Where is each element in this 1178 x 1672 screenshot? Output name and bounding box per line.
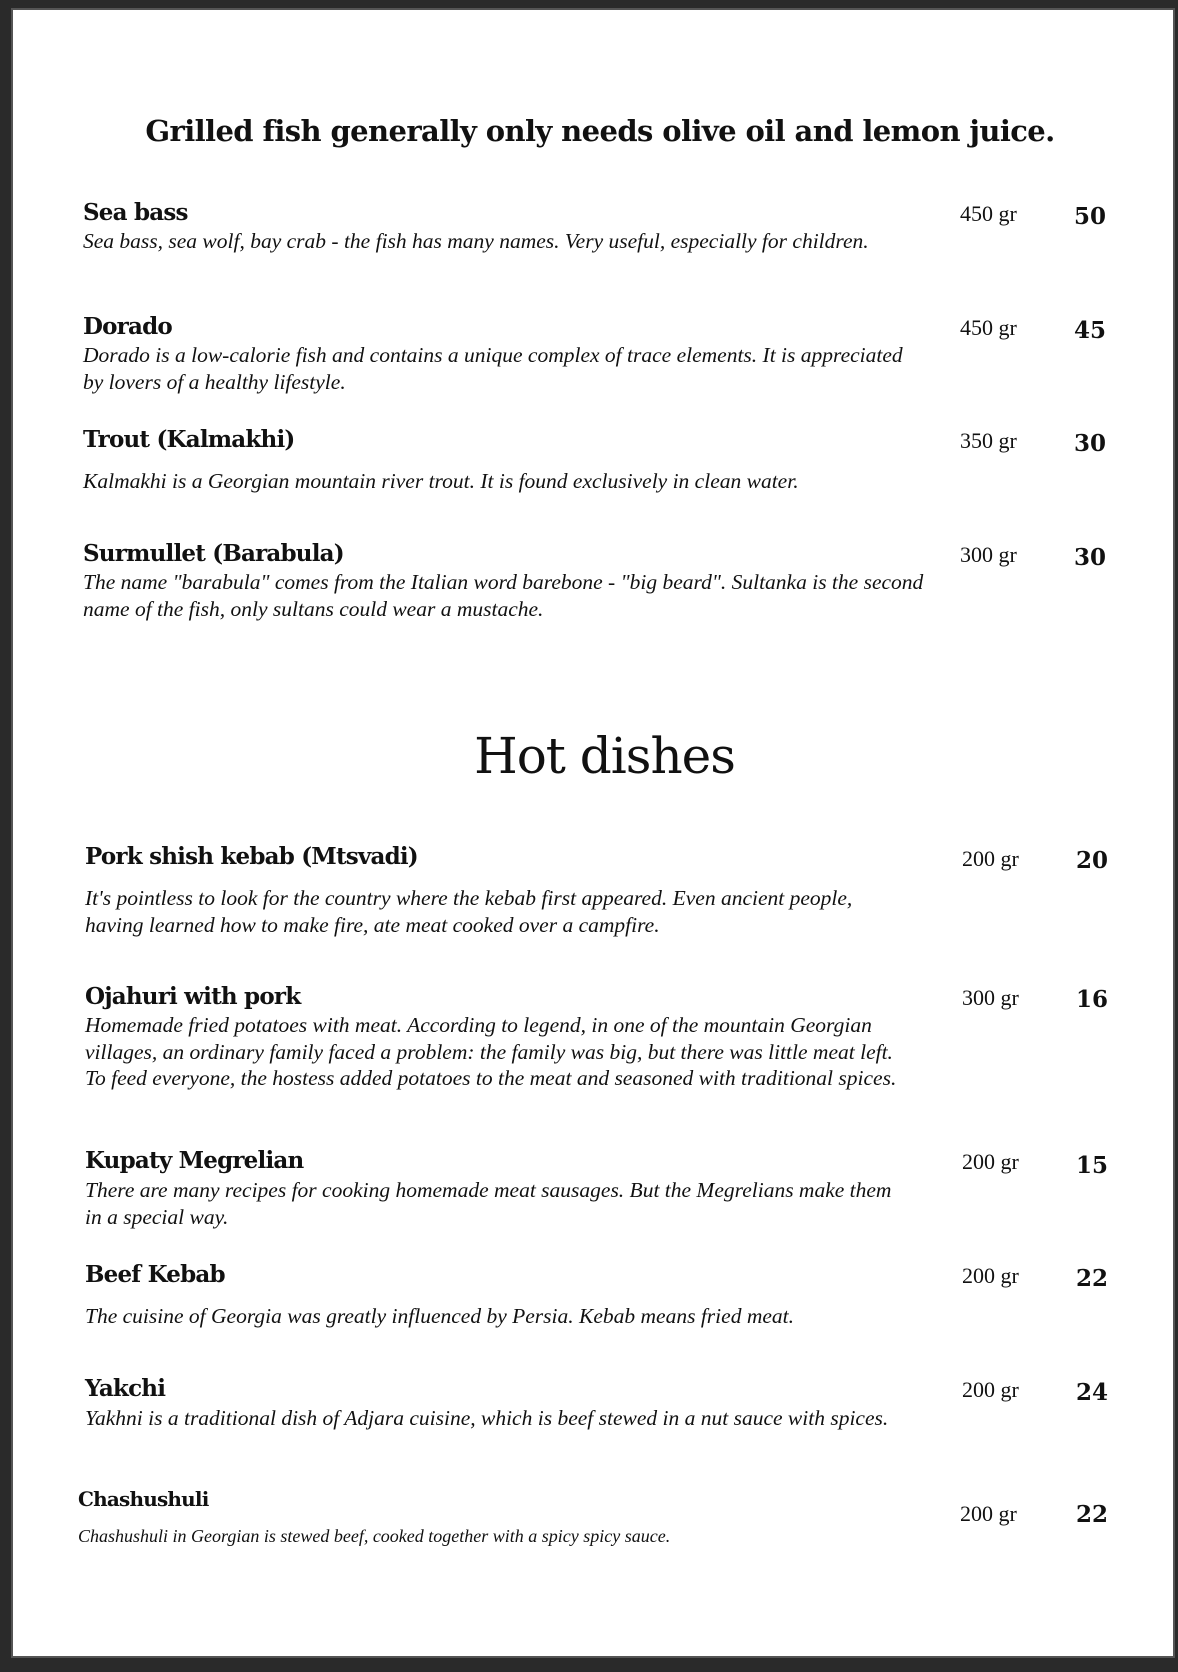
- menu-item-description: The name "barabula" comes from the Italian word barebone - "big beard". Sultanka is the second name of the fish, only sultans could wear a mustache.: [83, 570, 924, 621]
- menu-item-name: Sea bass: [83, 199, 188, 226]
- menu-item-name: Chashushuli: [78, 1487, 209, 1511]
- menu-item-weight: 300 gr: [960, 542, 1017, 567]
- menu-item-price: 20: [1075, 847, 1108, 874]
- menu-item-weight: 200 gr: [962, 1377, 1019, 1402]
- menu-item-weight: 300 gr: [962, 985, 1019, 1010]
- menu-item-name: Ojahuri with pork: [85, 983, 301, 1010]
- menu-item-price: 22: [1075, 1501, 1108, 1528]
- menu-item-name: Beef Kebab: [85, 1261, 225, 1288]
- menu-item-description: Homemade fried potatoes with meat. According to legend, in one of the mountain Georgian villages, an ordinary family faced a problem: the family was big, but there was little meat left. To feed everyone, the hostess added potatoes to the meat and seasoned with traditional spices.: [85, 1013, 897, 1090]
- menu-item-price: 30: [1073, 430, 1106, 457]
- menu-item-weight: 200 gr: [962, 1149, 1019, 1174]
- menu-item-name: Yakchi: [85, 1375, 166, 1402]
- menu-item-price: 30: [1073, 544, 1106, 571]
- menu-item-weight: 450 gr: [960, 315, 1017, 340]
- menu-item-weight: 200 gr: [960, 1501, 1017, 1526]
- menu-item-price: 50: [1073, 203, 1106, 230]
- menu-item-description: Kalmakhi is a Georgian mountain river trout. It is found exclusively in clean water.: [83, 469, 799, 493]
- menu-item-price: 24: [1075, 1379, 1108, 1406]
- menu-item-description: Yakhni is a traditional dish of Adjara cuisine, which is beef stewed in a nut sauce with spices.: [85, 1406, 889, 1430]
- menu-item-price: 22: [1075, 1265, 1108, 1292]
- menu-item-weight: 350 gr: [960, 428, 1017, 453]
- menu-item-price: 16: [1075, 986, 1108, 1013]
- menu-item-description: Chashushuli in Georgian is stewed beef, cooked together with a spicy spicy sauce.: [78, 1526, 671, 1546]
- menu-item-price: 15: [1075, 1152, 1108, 1179]
- menu-item-description: There are many recipes for cooking homemade meat sausages. But the Megrelians make them in a special way.: [85, 1178, 892, 1229]
- menu-item-description: Dorado is a low-calorie fish and contains a unique complex of trace elements. It is appreciated by lovers of a healthy lifestyle.: [83, 343, 903, 394]
- menu-item-weight: 200 gr: [962, 1263, 1019, 1288]
- menu-item-name: Surmullet (Barabula): [83, 540, 344, 567]
- menu-item-name: Pork shish kebab (Mtsvadi): [85, 843, 418, 870]
- menu-item-name: Trout (Kalmakhi): [83, 426, 295, 453]
- menu-item-name: Dorado: [83, 313, 172, 340]
- fish-section-heading: Grilled fish generally only needs olive oil and lemon juice.: [145, 114, 1055, 148]
- menu-item-name: Kupaty Megrelian: [85, 1147, 304, 1174]
- menu-item-description: Sea bass, sea wolf, bay crab - the fish has many names. Very useful, especially for children.: [83, 229, 869, 253]
- menu-item-description: It's pointless to look for the country where the kebab first appeared. Even ancient people, having learned how to make fire, ate meat cooked over a campfire.: [85, 886, 853, 937]
- hot-dishes-title: Hot dishes: [474, 727, 735, 785]
- menu-item-weight: 450 gr: [960, 201, 1017, 226]
- menu-item-description: The cuisine of Georgia was greatly influenced by Persia. Kebab means fried meat.: [85, 1304, 794, 1328]
- menu-item-weight: 200 gr: [962, 846, 1019, 871]
- menu-item-price: 45: [1073, 317, 1106, 344]
